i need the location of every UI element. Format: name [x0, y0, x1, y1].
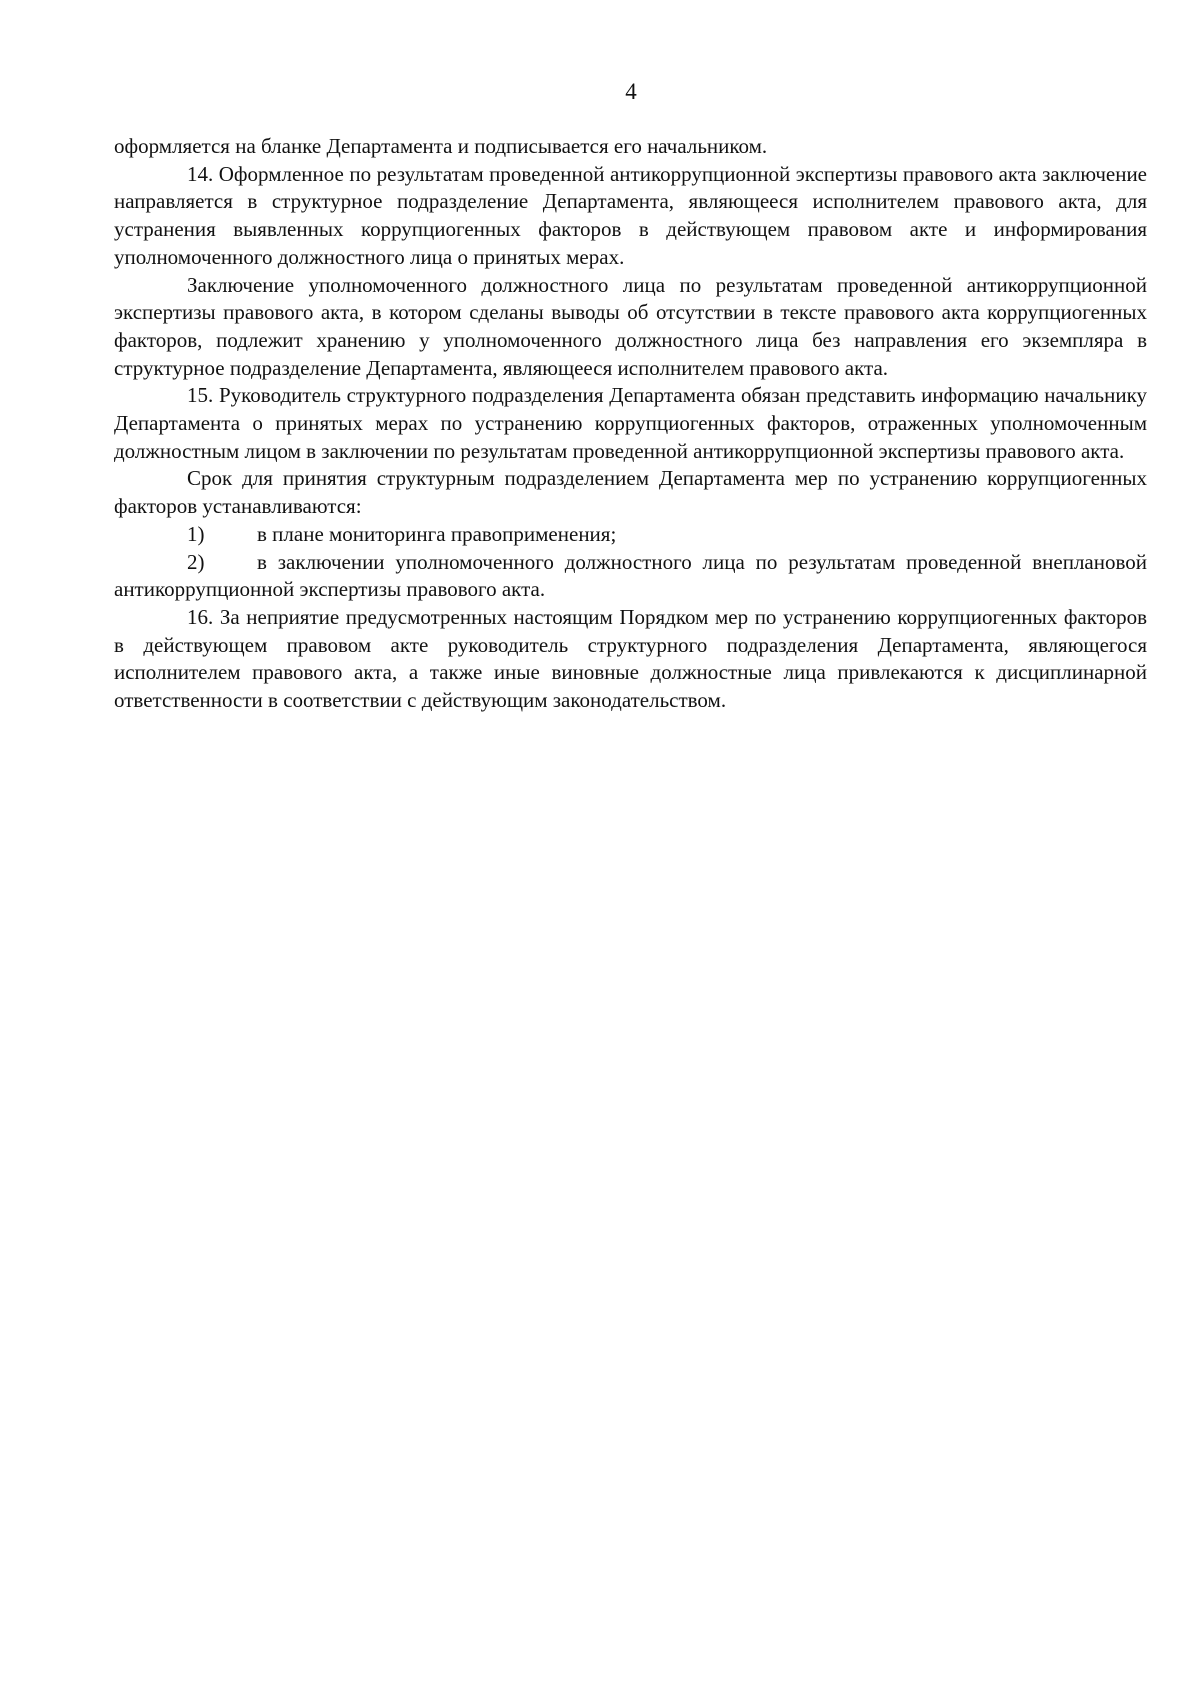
paragraph-deadline: Срок для принятия структурным подразделением Департамента мер по устранению коррупциогенных факторов устанавливаются:	[114, 466, 1147, 519]
page-number: 4	[625, 79, 637, 104]
paragraph-conclusion: Заключение уполномоченного должностного лица по результатам проведенной антикоррупционной экспертизы правового акта, в котором сделаны выводы об отсутствии в тексте правового акта коррупциогенных факторов, подлежит хранению у уполномоченного должностного лица без направления его экземпляра в структурное подразделение Департамента, являющееся исполнителем правового акта.	[114, 272, 1147, 380]
list-item-number: 2)	[187, 549, 205, 574]
paragraph-item-15: 15. Руководитель структурного подразделения Департамента обязан представить информацию начальнику Департамента о принятых мерах по устранению коррупциогенных факторов, отраженных уполномоченным должностным лицом в заключении по результатам проведенной антикоррупционной экспертизы правового акта.	[114, 383, 1147, 463]
paragraph-item-14: 14. Оформленное по результатам проведенной антикоррупционной экспертизы правового акта заключение направляется в структурное подразделение Департамента, являющееся исполнителем правового акта, для устранения выявленных коррупциогенных факторов в действующем правовом акте и информирования уполномоченного должностного лица о принятых мерах.	[114, 161, 1147, 269]
document-body	[114, 133, 1147, 715]
paragraph-item-16: 16. За неприятие предусмотренных настоящим Порядком мер по устранению коррупциогенных факторов в действующем правовом акте руководитель структурного подразделения Департамента, являющегося исполнителем правового акта, а также иные виновные должностные лица привлекаются к дисциплинарной ответственности в соответствии с действующим законодательством.	[114, 604, 1147, 713]
list-item-text: в плане мониторинга правоприменения;	[257, 521, 617, 546]
list-item	[114, 549, 1147, 604]
list-item-number: 1)	[187, 521, 205, 546]
list-item	[114, 521, 1147, 549]
paragraph-continuation: оформляется на бланке Департамента и подписывается его начальником.	[114, 134, 768, 158]
list-item-text: в заключении уполномоченного должностного лица по результатам проведенной внеплановой антикоррупционной экспертизы правового акта.	[114, 549, 1147, 602]
